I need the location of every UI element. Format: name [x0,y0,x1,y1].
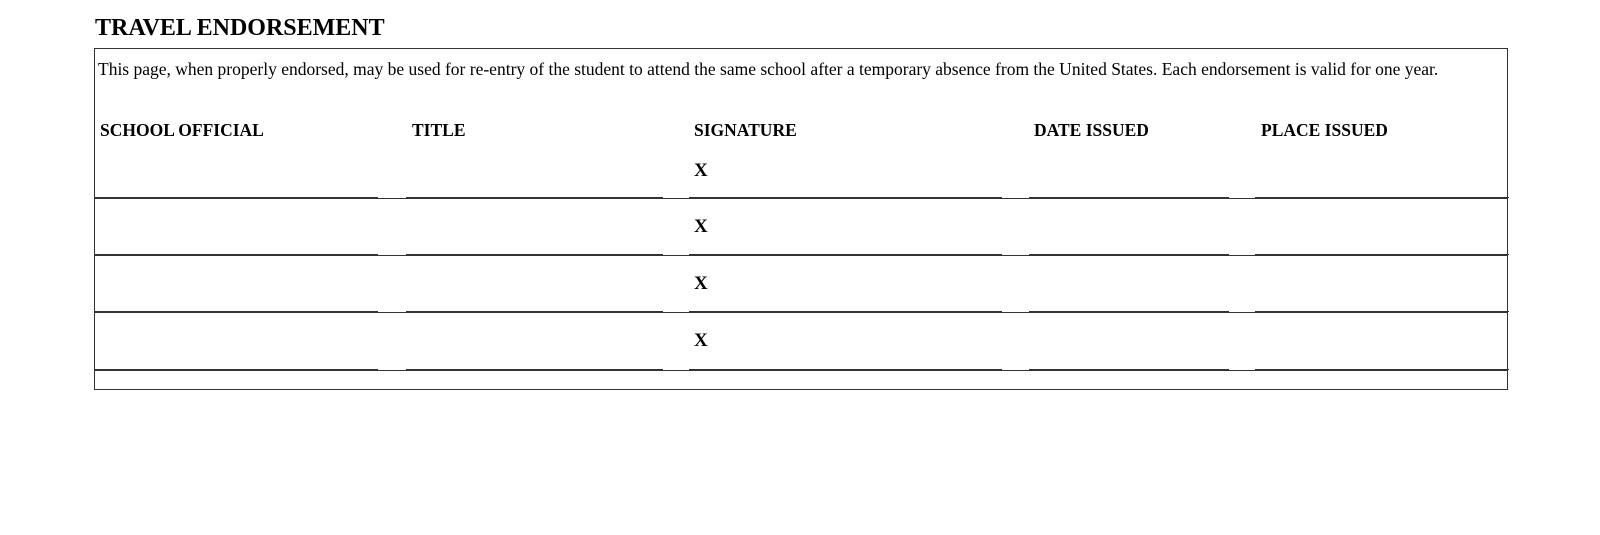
column-header-date-issued: DATE ISSUED [1034,120,1149,140]
row-separator [95,198,1507,199]
column-header-place-issued: PLACE ISSUED [1261,120,1388,140]
endorsement-box [94,48,1508,390]
signature-x-mark: X [694,160,708,181]
signature-x-mark: X [694,273,708,294]
intro-text: This page, when properly endorsed, may be used for re-entry of the student to attend the same school after a temporary absence from the United States. Each endorsement is valid for one year. [98,59,1439,79]
column-header-school-official: SCHOOL OFFICIAL [100,120,264,140]
row-separator [95,255,1507,256]
row-separator [95,370,1507,371]
row-separator [95,312,1507,313]
signature-x-mark: X [694,216,708,237]
signature-x-mark: X [694,330,708,351]
column-header-signature: SIGNATURE [694,120,797,140]
column-header-title: TITLE [412,120,466,140]
page-title: TRAVEL ENDORSEMENT [95,15,385,41]
